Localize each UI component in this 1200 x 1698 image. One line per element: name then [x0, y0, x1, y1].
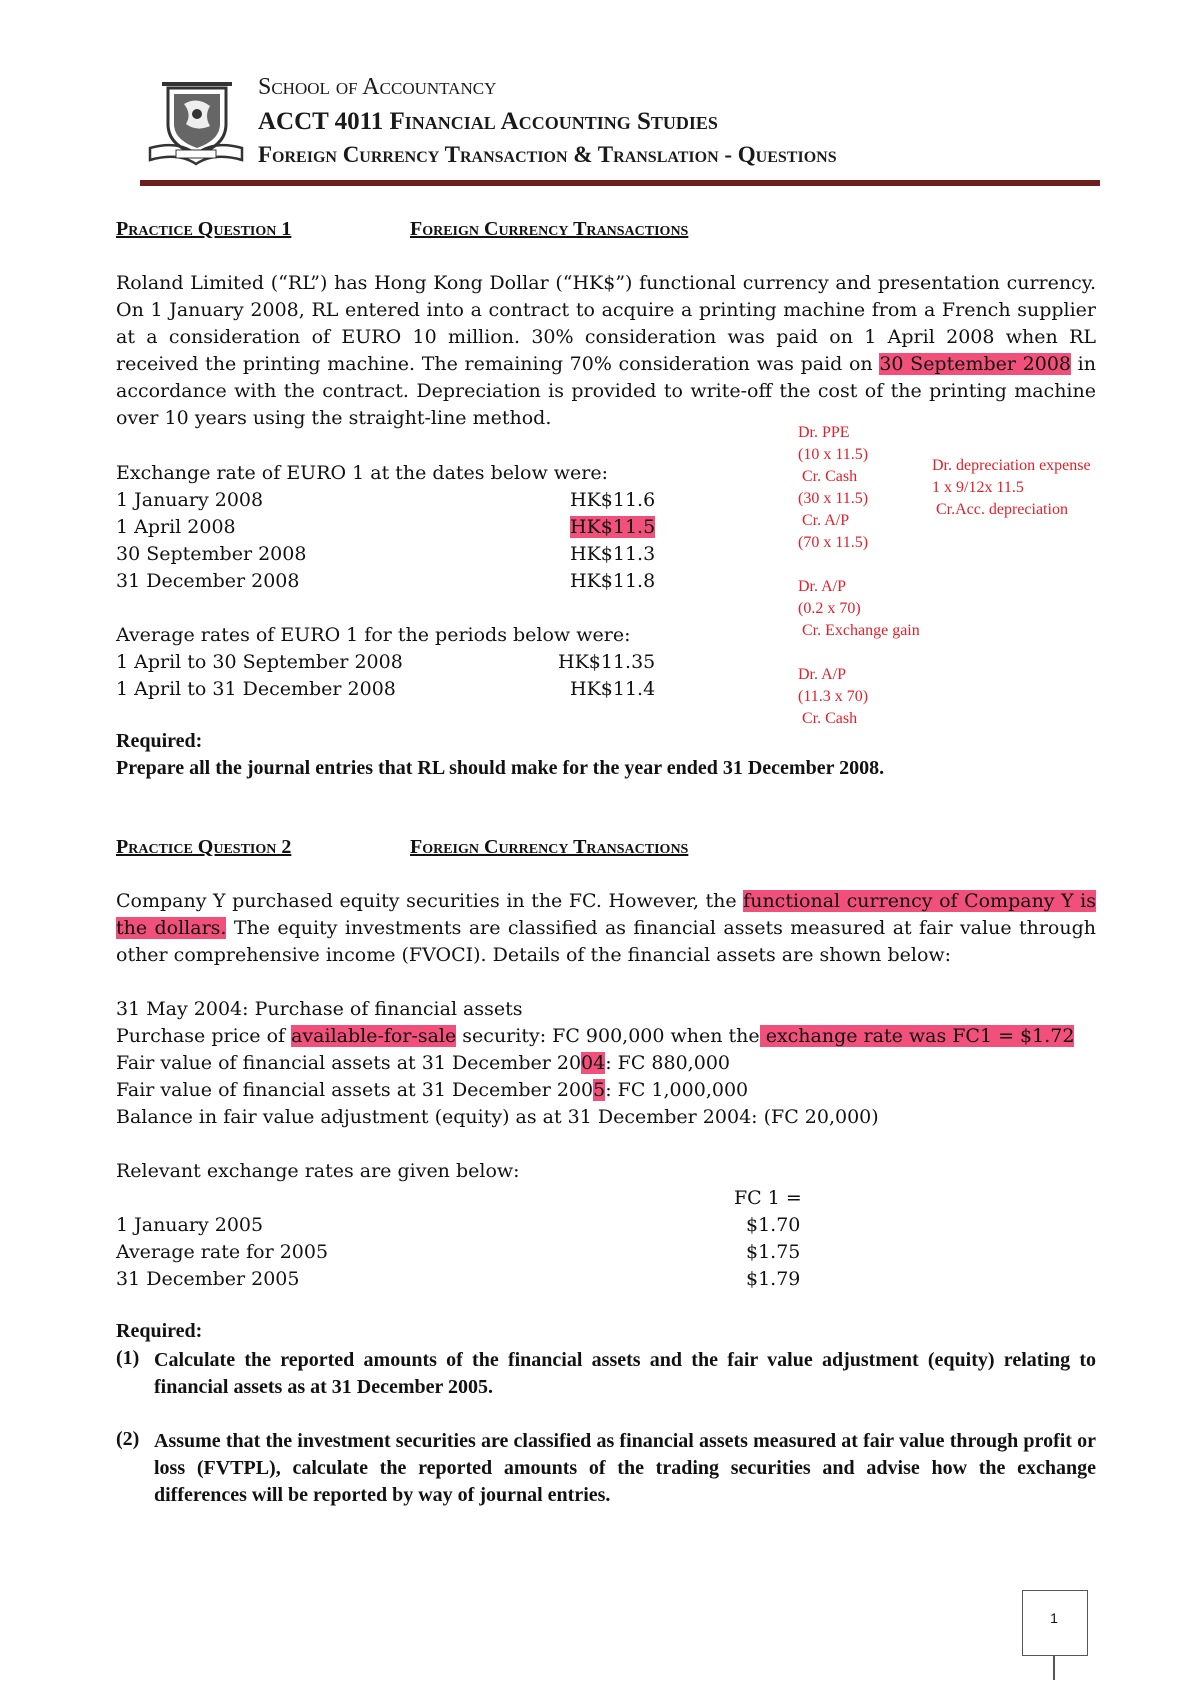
annotation-line: (11.3 x 70) [798, 688, 869, 705]
q2-price-line [116, 1023, 1074, 1050]
annotation-line: Cr. Cash [802, 468, 858, 485]
fv-text: : FC 880,000 [605, 1052, 730, 1074]
q2-req1-number: (1) [116, 1347, 140, 1369]
q1-required-text: Prepare all the journal entries that RL should make for the year ended 31 December 2008. [116, 757, 885, 779]
q1-required-label: Required: [116, 730, 203, 752]
annotation-line: Dr. PPE [798, 424, 850, 441]
rate-value: HK$11.3 [570, 543, 656, 565]
annotation-line: Cr. Cash [802, 710, 858, 727]
avg-rate: HK$11.4 [570, 678, 656, 700]
q2-rate-label: Average rate for 2005 [116, 1241, 329, 1263]
rate-value-highlighted: HK$11.5 [570, 516, 656, 538]
annotation-line: Cr.Acc. depreciation [936, 501, 1068, 518]
annotation-journal-entries [798, 422, 920, 730]
q2-rates-header: FC 1 = [734, 1187, 802, 1209]
rate-date: 1 January 2008 [116, 489, 264, 511]
q2-rates-title: Relevant exchange rates are given below: [116, 1160, 520, 1182]
q2-label: Practice Question 2 [116, 836, 292, 858]
price-text: security: FC 900,000 when the [456, 1025, 760, 1047]
q1-paragraph [116, 270, 1096, 432]
rate-value: HK$11.6 [570, 489, 656, 511]
q2-topic: Foreign Currency Transactions [410, 836, 689, 858]
fv-text: : FC 1,000,000 [605, 1079, 749, 1101]
highlight-available-for-sale: available-for-sale [291, 1025, 457, 1047]
avg-period: 1 April to 31 December 2008 [116, 678, 396, 700]
highlight-year: 04 [581, 1052, 606, 1074]
q2-highlight-functional-currency: functional currency of Company Y is the dollars. [116, 890, 1096, 939]
highlight-year: 5 [593, 1079, 606, 1101]
annotation-line: Cr. A/P [802, 512, 850, 529]
course-title: ACCT 4011 Financial Accounting Studies [258, 108, 718, 135]
q2-req1-text: Calculate the reported amounts of the financial assets and the fair value adjustment (equity) relating to financial assets as at 31 December 2005. [154, 1349, 1096, 1398]
q2-rate-label: 31 December 2005 [116, 1268, 300, 1290]
q2-paragraph-part-a: Company Y purchased equity securities in the FC. However, the [116, 890, 744, 912]
rate-date: 1 April 2008 [116, 516, 236, 538]
q2-req2-text: Assume that the investment securities are classified as financial assets measured at fair value through profit or loss (FVTPL), calculate the reported amounts of the trading securities and advise how the exchange differences will be reported by way of journal entries. [154, 1430, 1096, 1506]
rate-date: 30 September 2008 [116, 543, 307, 565]
school-name: School of Accountancy [258, 74, 497, 100]
q2-balance-line: Balance in fair value adjustment (equity) as at 31 December 2004: (FC 20,000) [116, 1106, 879, 1128]
annotation-line: Cr. Exchange gain [802, 622, 920, 639]
q2-required-label: Required: [116, 1320, 203, 1342]
avg-period: 1 April to 30 September 2008 [116, 651, 403, 673]
q2-rate-value: $1.79 [746, 1268, 801, 1290]
annotation-line: Dr. A/P [798, 666, 847, 683]
rate-date: 31 December 2008 [116, 570, 300, 592]
annotation-line: (70 x 11.5) [798, 534, 869, 551]
annotation-line: Dr. depreciation expense [932, 457, 1091, 474]
q2-paragraph [116, 888, 1096, 969]
q2-rate-value: $1.75 [746, 1241, 801, 1263]
annotation-line: Dr. A/P [798, 578, 847, 595]
q1-paragraph-part-a: Roland Limited (“RL”) has Hong Kong Dollar (“HK$”) functional currency and presentation currency. On 1 January 2008, RL entered into a contract to acquire a printing machine from a French supplier at a consideration of EURO 10 million. 30% consideration was paid on 1 April 2008 when RL received the printing machine. The remaining 70% consideration was paid on [116, 272, 1096, 375]
document-subtitle: Foreign Currency Transaction & Translation - Questions [258, 142, 837, 167]
q2-fv-2004 [116, 1050, 730, 1077]
fv-text: Fair value of financial assets at 31 December 20 [116, 1052, 582, 1074]
annotation-line: (0.2 x 70) [798, 600, 861, 617]
q1-label: Practice Question 1 [116, 218, 292, 240]
avg-rate: HK$11.35 [558, 651, 656, 673]
q2-fv-2005 [116, 1077, 748, 1104]
price-text: Purchase price of [116, 1025, 292, 1047]
page-number-tick [1053, 1655, 1055, 1680]
q2-paragraph-part-b: The equity investments are classified as financial assets measured at fair value through other comprehensive income (FVOCI). Details of the financial assets are shown below: [116, 917, 1096, 966]
q1-rates-title: Exchange rate of EURO 1 at the dates below were: [116, 462, 609, 484]
university-crest-logo [148, 80, 244, 172]
header-rule [140, 180, 1100, 186]
annotation-depreciation [932, 455, 1091, 521]
q1-avg-title: Average rates of EURO 1 for the periods below were: [116, 624, 631, 646]
annotation-line: 1 x 9/12x 11.5 [932, 479, 1024, 496]
annotation-line: (30 x 11.5) [798, 490, 869, 507]
highlight-exchange-rate: exchange rate was FC1 = $1.72 [759, 1025, 1075, 1047]
q2-rate-label: 1 January 2005 [116, 1214, 264, 1236]
rate-value: HK$11.8 [570, 570, 656, 592]
q1-topic: Foreign Currency Transactions [410, 218, 689, 240]
q2-req2-number: (2) [116, 1428, 140, 1450]
q2-rate-value: $1.70 [746, 1214, 801, 1236]
q1-highlight-date: 30 September 2008 [879, 353, 1072, 375]
fv-text: Fair value of financial assets at 31 December 200 [116, 1079, 594, 1101]
q2-purchase-line: 31 May 2004: Purchase of financial assets [116, 998, 523, 1020]
page-number: 1 [1050, 1610, 1058, 1626]
q1-paragraph-part-b: in accordance with the contract. Depreciation is provided to write-off the cost of the printing machine over 10 years using the straight-line method. [116, 353, 1096, 429]
annotation-line: (10 x 11.5) [798, 446, 869, 463]
